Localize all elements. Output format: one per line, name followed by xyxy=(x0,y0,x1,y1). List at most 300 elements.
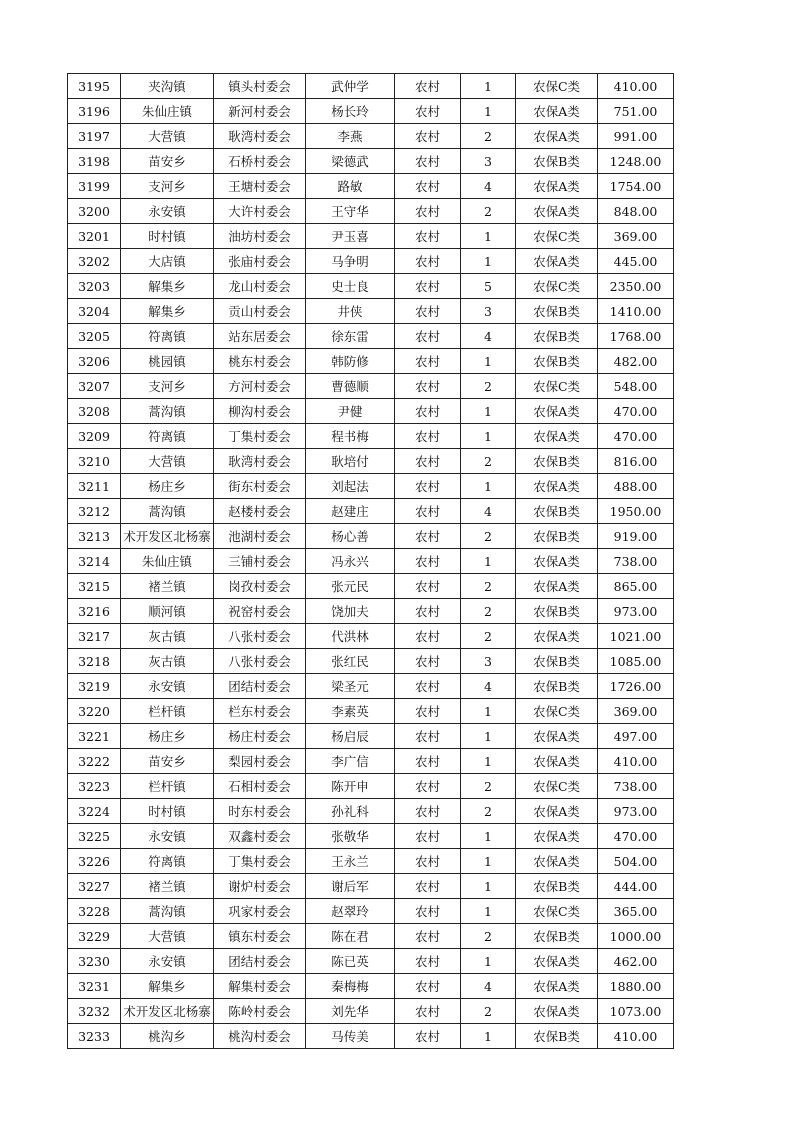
row-number-cell: 3200 xyxy=(68,199,121,224)
insurance-category-cell: 农保B类 xyxy=(516,1024,598,1049)
table-row xyxy=(68,474,674,499)
insurance-category-cell: 农保A类 xyxy=(516,124,598,149)
amount-cell: 848.00 xyxy=(598,199,674,224)
insurance-category-cell: 农保A类 xyxy=(516,474,598,499)
row-number-cell: 3227 xyxy=(68,874,121,899)
household-count-cell: 1 xyxy=(461,824,516,849)
household-count-cell: 1 xyxy=(461,549,516,574)
insurance-category-cell: 农保B类 xyxy=(516,299,598,324)
person-name-cell: 曹德顺 xyxy=(306,374,395,399)
area-type-cell: 农村 xyxy=(395,149,461,174)
person-name-cell: 韩防修 xyxy=(306,349,395,374)
area-type-cell: 农村 xyxy=(395,449,461,474)
person-name-cell: 秦梅梅 xyxy=(306,974,395,999)
person-name-cell: 赵翠玲 xyxy=(306,899,395,924)
amount-cell: 369.00 xyxy=(598,699,674,724)
township-cell: 符离镇 xyxy=(121,849,214,874)
insurance-category-cell: 农保A类 xyxy=(516,174,598,199)
area-type-cell: 农村 xyxy=(395,949,461,974)
person-name-cell: 杨启辰 xyxy=(306,724,395,749)
area-type-cell: 农村 xyxy=(395,524,461,549)
household-count-cell: 2 xyxy=(461,599,516,624)
village-committee-cell: 石相村委会 xyxy=(214,774,306,799)
household-count-cell: 1 xyxy=(461,724,516,749)
row-number-cell: 3218 xyxy=(68,649,121,674)
table-row xyxy=(68,749,674,774)
row-number-cell: 3199 xyxy=(68,174,121,199)
person-name-cell: 马争明 xyxy=(306,249,395,274)
insurance-category-cell: 农保A类 xyxy=(516,974,598,999)
table-row xyxy=(68,674,674,699)
person-name-cell: 程书梅 xyxy=(306,424,395,449)
row-number-cell: 3196 xyxy=(68,99,121,124)
amount-cell: 548.00 xyxy=(598,374,674,399)
village-committee-cell: 赵楼村委会 xyxy=(214,499,306,524)
township-cell: 桃沟乡 xyxy=(121,1024,214,1049)
table-row xyxy=(68,324,674,349)
area-type-cell: 农村 xyxy=(395,249,461,274)
amount-cell: 504.00 xyxy=(598,849,674,874)
household-count-cell: 1 xyxy=(461,74,516,99)
township-cell: 术开发区北杨寨 xyxy=(121,524,214,549)
village-committee-cell: 巩家村委会 xyxy=(214,899,306,924)
village-committee-cell: 团结村委会 xyxy=(214,949,306,974)
insurance-category-cell: 农保C类 xyxy=(516,224,598,249)
amount-cell: 991.00 xyxy=(598,124,674,149)
amount-cell: 410.00 xyxy=(598,1024,674,1049)
person-name-cell: 张元民 xyxy=(306,574,395,599)
village-committee-cell: 大许村委会 xyxy=(214,199,306,224)
row-number-cell: 3226 xyxy=(68,849,121,874)
township-cell: 蒿沟镇 xyxy=(121,499,214,524)
table-row xyxy=(68,449,674,474)
amount-cell: 919.00 xyxy=(598,524,674,549)
person-name-cell: 史士良 xyxy=(306,274,395,299)
area-type-cell: 农村 xyxy=(395,1024,461,1049)
person-name-cell: 耿培付 xyxy=(306,449,395,474)
insurance-category-cell: 农保A类 xyxy=(516,849,598,874)
table-row xyxy=(68,499,674,524)
row-number-cell: 3205 xyxy=(68,324,121,349)
insurance-category-cell: 农保C类 xyxy=(516,74,598,99)
row-number-cell: 3201 xyxy=(68,224,121,249)
household-count-cell: 2 xyxy=(461,624,516,649)
amount-cell: 462.00 xyxy=(598,949,674,974)
village-committee-cell: 街东村委会 xyxy=(214,474,306,499)
village-committee-cell: 谢炉村委会 xyxy=(214,874,306,899)
area-type-cell: 农村 xyxy=(395,899,461,924)
area-type-cell: 农村 xyxy=(395,199,461,224)
area-type-cell: 农村 xyxy=(395,174,461,199)
insurance-category-cell: 农保B类 xyxy=(516,149,598,174)
township-cell: 永安镇 xyxy=(121,199,214,224)
row-number-cell: 3222 xyxy=(68,749,121,774)
village-committee-cell: 陈岭村委会 xyxy=(214,999,306,1024)
amount-cell: 1248.00 xyxy=(598,149,674,174)
table-row xyxy=(68,1024,674,1049)
insurance-category-cell: 农保C类 xyxy=(516,899,598,924)
table-row xyxy=(68,974,674,999)
table-row xyxy=(68,724,674,749)
household-count-cell: 3 xyxy=(461,649,516,674)
village-committee-cell: 耿湾村委会 xyxy=(214,449,306,474)
area-type-cell: 农村 xyxy=(395,799,461,824)
village-committee-cell: 龙山村委会 xyxy=(214,274,306,299)
household-count-cell: 4 xyxy=(461,674,516,699)
household-count-cell: 2 xyxy=(461,374,516,399)
row-number-cell: 3224 xyxy=(68,799,121,824)
table-row xyxy=(68,549,674,574)
township-cell: 桃园镇 xyxy=(121,349,214,374)
person-name-cell: 李燕 xyxy=(306,124,395,149)
household-count-cell: 1 xyxy=(461,849,516,874)
table-row xyxy=(68,924,674,949)
household-count-cell: 1 xyxy=(461,949,516,974)
row-number-cell: 3213 xyxy=(68,524,121,549)
village-committee-cell: 贡山村委会 xyxy=(214,299,306,324)
household-count-cell: 1 xyxy=(461,699,516,724)
table-row xyxy=(68,99,674,124)
area-type-cell: 农村 xyxy=(395,74,461,99)
village-committee-cell: 柳沟村委会 xyxy=(214,399,306,424)
household-count-cell: 1 xyxy=(461,1024,516,1049)
person-name-cell: 赵建庄 xyxy=(306,499,395,524)
person-name-cell: 杨心善 xyxy=(306,524,395,549)
area-type-cell: 农村 xyxy=(395,274,461,299)
amount-cell: 369.00 xyxy=(598,224,674,249)
household-count-cell: 5 xyxy=(461,274,516,299)
table-row xyxy=(68,849,674,874)
table-row xyxy=(68,524,674,549)
amount-cell: 470.00 xyxy=(598,399,674,424)
insurance-category-cell: 农保A类 xyxy=(516,799,598,824)
table-row xyxy=(68,649,674,674)
insurance-category-cell: 农保B类 xyxy=(516,674,598,699)
household-count-cell: 1 xyxy=(461,249,516,274)
amount-cell: 482.00 xyxy=(598,349,674,374)
household-count-cell: 2 xyxy=(461,574,516,599)
area-type-cell: 农村 xyxy=(395,299,461,324)
area-type-cell: 农村 xyxy=(395,124,461,149)
amount-cell: 1021.00 xyxy=(598,624,674,649)
table-row xyxy=(68,774,674,799)
amount-cell: 445.00 xyxy=(598,249,674,274)
household-count-cell: 2 xyxy=(461,124,516,149)
person-name-cell: 徐东雷 xyxy=(306,324,395,349)
area-type-cell: 农村 xyxy=(395,724,461,749)
area-type-cell: 农村 xyxy=(395,924,461,949)
table-row xyxy=(68,224,674,249)
table-row xyxy=(68,299,674,324)
township-cell: 永安镇 xyxy=(121,824,214,849)
table-row xyxy=(68,399,674,424)
row-number-cell: 3217 xyxy=(68,624,121,649)
table-row xyxy=(68,374,674,399)
table-row xyxy=(68,799,674,824)
table-row xyxy=(68,699,674,724)
village-committee-cell: 丁集村委会 xyxy=(214,849,306,874)
insurance-category-cell: 农保A类 xyxy=(516,549,598,574)
person-name-cell: 孙礼科 xyxy=(306,799,395,824)
insurance-category-cell: 农保B类 xyxy=(516,499,598,524)
township-cell: 符离镇 xyxy=(121,424,214,449)
household-count-cell: 4 xyxy=(461,499,516,524)
amount-cell: 816.00 xyxy=(598,449,674,474)
insurance-category-cell: 农保B类 xyxy=(516,874,598,899)
village-committee-cell: 解集村委会 xyxy=(214,974,306,999)
row-number-cell: 3197 xyxy=(68,124,121,149)
village-committee-cell: 桃沟村委会 xyxy=(214,1024,306,1049)
row-number-cell: 3232 xyxy=(68,999,121,1024)
row-number-cell: 3203 xyxy=(68,274,121,299)
table-row xyxy=(68,899,674,924)
township-cell: 顺河镇 xyxy=(121,599,214,624)
amount-cell: 738.00 xyxy=(598,549,674,574)
amount-cell: 410.00 xyxy=(598,74,674,99)
insurance-category-cell: 农保C类 xyxy=(516,274,598,299)
row-number-cell: 3209 xyxy=(68,424,121,449)
amount-cell: 865.00 xyxy=(598,574,674,599)
amount-cell: 365.00 xyxy=(598,899,674,924)
area-type-cell: 农村 xyxy=(395,974,461,999)
insurance-category-cell: 农保A类 xyxy=(516,624,598,649)
household-count-cell: 1 xyxy=(461,99,516,124)
village-committee-cell: 祝窑村委会 xyxy=(214,599,306,624)
row-number-cell: 3204 xyxy=(68,299,121,324)
village-committee-cell: 桃东村委会 xyxy=(214,349,306,374)
household-count-cell: 1 xyxy=(461,349,516,374)
person-name-cell: 尹玉喜 xyxy=(306,224,395,249)
household-count-cell: 3 xyxy=(461,149,516,174)
household-count-cell: 3 xyxy=(461,299,516,324)
area-type-cell: 农村 xyxy=(395,849,461,874)
table-row xyxy=(68,249,674,274)
table-row xyxy=(68,824,674,849)
insurance-category-cell: 农保B类 xyxy=(516,324,598,349)
insurance-category-cell: 农保A类 xyxy=(516,249,598,274)
amount-cell: 1000.00 xyxy=(598,924,674,949)
insurance-category-cell: 农保A类 xyxy=(516,199,598,224)
insurance-category-cell: 农保A类 xyxy=(516,399,598,424)
township-cell: 蒿沟镇 xyxy=(121,899,214,924)
insurance-category-cell: 农保A类 xyxy=(516,574,598,599)
household-count-cell: 1 xyxy=(461,749,516,774)
township-cell: 苗安乡 xyxy=(121,149,214,174)
household-count-cell: 4 xyxy=(461,324,516,349)
insurance-category-cell: 农保A类 xyxy=(516,99,598,124)
amount-cell: 1754.00 xyxy=(598,174,674,199)
township-cell: 大营镇 xyxy=(121,924,214,949)
village-committee-cell: 双鑫村委会 xyxy=(214,824,306,849)
amount-cell: 1726.00 xyxy=(598,674,674,699)
household-count-cell: 1 xyxy=(461,399,516,424)
amount-cell: 751.00 xyxy=(598,99,674,124)
township-cell: 大营镇 xyxy=(121,449,214,474)
amount-cell: 2350.00 xyxy=(598,274,674,299)
person-name-cell: 谢后军 xyxy=(306,874,395,899)
person-name-cell: 刘先华 xyxy=(306,999,395,1024)
township-cell: 永安镇 xyxy=(121,949,214,974)
person-name-cell: 王永兰 xyxy=(306,849,395,874)
household-count-cell: 2 xyxy=(461,524,516,549)
table-row xyxy=(68,624,674,649)
area-type-cell: 农村 xyxy=(395,699,461,724)
insurance-category-cell: 农保C类 xyxy=(516,699,598,724)
table-row xyxy=(68,274,674,299)
insurance-category-cell: 农保B类 xyxy=(516,924,598,949)
records-table xyxy=(67,73,674,1049)
amount-cell: 973.00 xyxy=(598,599,674,624)
township-cell: 术开发区北杨寨 xyxy=(121,999,214,1024)
insurance-category-cell: 农保B类 xyxy=(516,524,598,549)
household-count-cell: 1 xyxy=(461,474,516,499)
table-row xyxy=(68,349,674,374)
township-cell: 杨庄乡 xyxy=(121,724,214,749)
row-number-cell: 3214 xyxy=(68,549,121,574)
insurance-category-cell: 农保B类 xyxy=(516,349,598,374)
area-type-cell: 农村 xyxy=(395,399,461,424)
person-name-cell: 李广信 xyxy=(306,749,395,774)
table-row xyxy=(68,424,674,449)
village-committee-cell: 梨园村委会 xyxy=(214,749,306,774)
household-count-cell: 2 xyxy=(461,199,516,224)
area-type-cell: 农村 xyxy=(395,474,461,499)
amount-cell: 973.00 xyxy=(598,799,674,824)
area-type-cell: 农村 xyxy=(395,874,461,899)
person-name-cell: 代洪林 xyxy=(306,624,395,649)
township-cell: 永安镇 xyxy=(121,674,214,699)
township-cell: 时村镇 xyxy=(121,224,214,249)
amount-cell: 1410.00 xyxy=(598,299,674,324)
village-committee-cell: 时东村委会 xyxy=(214,799,306,824)
row-number-cell: 3225 xyxy=(68,824,121,849)
area-type-cell: 农村 xyxy=(395,599,461,624)
person-name-cell: 尹健 xyxy=(306,399,395,424)
area-type-cell: 农村 xyxy=(395,674,461,699)
household-count-cell: 2 xyxy=(461,799,516,824)
township-cell: 杨庄乡 xyxy=(121,474,214,499)
village-committee-cell: 池湖村委会 xyxy=(214,524,306,549)
area-type-cell: 农村 xyxy=(395,774,461,799)
amount-cell: 1768.00 xyxy=(598,324,674,349)
row-number-cell: 3215 xyxy=(68,574,121,599)
amount-cell: 738.00 xyxy=(598,774,674,799)
insurance-category-cell: 农保C类 xyxy=(516,774,598,799)
person-name-cell: 井侠 xyxy=(306,299,395,324)
area-type-cell: 农村 xyxy=(395,99,461,124)
insurance-category-cell: 农保B类 xyxy=(516,449,598,474)
area-type-cell: 农村 xyxy=(395,224,461,249)
township-cell: 大营镇 xyxy=(121,124,214,149)
village-committee-cell: 王塘村委会 xyxy=(214,174,306,199)
village-committee-cell: 镇头村委会 xyxy=(214,74,306,99)
village-committee-cell: 八张村委会 xyxy=(214,649,306,674)
amount-cell: 470.00 xyxy=(598,824,674,849)
row-number-cell: 3198 xyxy=(68,149,121,174)
village-committee-cell: 站东居委会 xyxy=(214,324,306,349)
person-name-cell: 张红民 xyxy=(306,649,395,674)
township-cell: 栏杆镇 xyxy=(121,699,214,724)
village-committee-cell: 张庙村委会 xyxy=(214,249,306,274)
household-count-cell: 1 xyxy=(461,874,516,899)
amount-cell: 1880.00 xyxy=(598,974,674,999)
amount-cell: 1073.00 xyxy=(598,999,674,1024)
row-number-cell: 3206 xyxy=(68,349,121,374)
township-cell: 解集乡 xyxy=(121,299,214,324)
person-name-cell: 马传美 xyxy=(306,1024,395,1049)
table-row xyxy=(68,149,674,174)
village-committee-cell: 丁集村委会 xyxy=(214,424,306,449)
township-cell: 苗安乡 xyxy=(121,749,214,774)
village-committee-cell: 团结村委会 xyxy=(214,674,306,699)
amount-cell: 1085.00 xyxy=(598,649,674,674)
row-number-cell: 3219 xyxy=(68,674,121,699)
row-number-cell: 3212 xyxy=(68,499,121,524)
household-count-cell: 2 xyxy=(461,924,516,949)
row-number-cell: 3228 xyxy=(68,899,121,924)
area-type-cell: 农村 xyxy=(395,649,461,674)
person-name-cell: 陈已英 xyxy=(306,949,395,974)
area-type-cell: 农村 xyxy=(395,349,461,374)
village-committee-cell: 三铺村委会 xyxy=(214,549,306,574)
person-name-cell: 武仲学 xyxy=(306,74,395,99)
village-committee-cell: 新河村委会 xyxy=(214,99,306,124)
household-count-cell: 1 xyxy=(461,224,516,249)
person-name-cell: 梁德武 xyxy=(306,149,395,174)
township-cell: 支河乡 xyxy=(121,174,214,199)
row-number-cell: 3210 xyxy=(68,449,121,474)
table-row xyxy=(68,949,674,974)
row-number-cell: 3221 xyxy=(68,724,121,749)
table-row xyxy=(68,874,674,899)
person-name-cell: 张敬华 xyxy=(306,824,395,849)
insurance-category-cell: 农保A类 xyxy=(516,724,598,749)
records-table-body xyxy=(68,74,674,1049)
insurance-category-cell: 农保A类 xyxy=(516,424,598,449)
township-cell: 灰古镇 xyxy=(121,649,214,674)
village-committee-cell: 耿湾村委会 xyxy=(214,124,306,149)
township-cell: 时村镇 xyxy=(121,799,214,824)
person-name-cell: 陈在君 xyxy=(306,924,395,949)
township-cell: 符离镇 xyxy=(121,324,214,349)
household-count-cell: 2 xyxy=(461,774,516,799)
table-row xyxy=(68,574,674,599)
area-type-cell: 农村 xyxy=(395,999,461,1024)
township-cell: 夹沟镇 xyxy=(121,74,214,99)
person-name-cell: 杨长玲 xyxy=(306,99,395,124)
village-committee-cell: 方河村委会 xyxy=(214,374,306,399)
table-row xyxy=(68,74,674,99)
person-name-cell: 陈开申 xyxy=(306,774,395,799)
table-row xyxy=(68,599,674,624)
area-type-cell: 农村 xyxy=(395,324,461,349)
table-row xyxy=(68,999,674,1024)
township-cell: 朱仙庄镇 xyxy=(121,549,214,574)
person-name-cell: 冯永兴 xyxy=(306,549,395,574)
row-number-cell: 3195 xyxy=(68,74,121,99)
village-committee-cell: 栏东村委会 xyxy=(214,699,306,724)
village-committee-cell: 油坊村委会 xyxy=(214,224,306,249)
row-number-cell: 3202 xyxy=(68,249,121,274)
household-count-cell: 1 xyxy=(461,899,516,924)
township-cell: 褚兰镇 xyxy=(121,874,214,899)
village-committee-cell: 八张村委会 xyxy=(214,624,306,649)
amount-cell: 1950.00 xyxy=(598,499,674,524)
row-number-cell: 3211 xyxy=(68,474,121,499)
household-count-cell: 1 xyxy=(461,424,516,449)
table-row xyxy=(68,174,674,199)
area-type-cell: 农村 xyxy=(395,749,461,774)
